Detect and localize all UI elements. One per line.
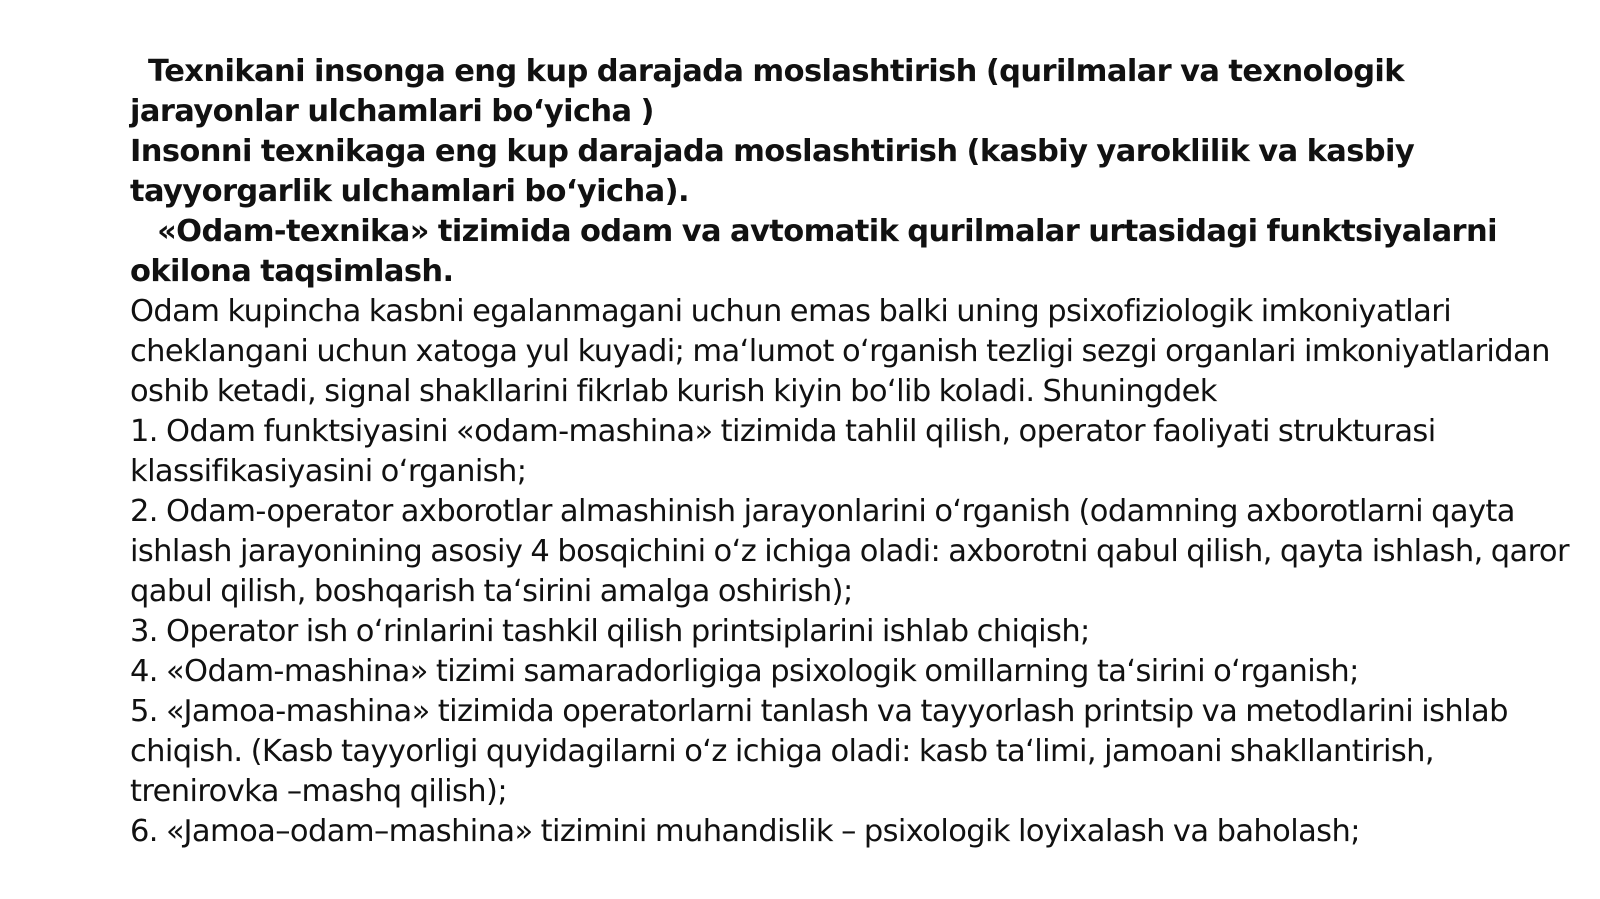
bold-paragraph-3: «Odam-texnika» tizimida odam va avtomatik qurilmalar urtasidagi funktsiyalarni okilona taqsimlash. [130,214,1507,289]
intro-paragraph: Odam kupincha kasbni egalanmagani uchun emas balki uning psixofiziologik imkoniyatlari cheklangani uchun xatoga yul kuyadi; ma‘lumot o‘rganish tezligi sezgi organlari imkoniyatlaridan oshib ketadi, signal shakllarini fikrlab kurish kiyin bo‘lib koladi. Shuningdek [130,294,1558,409]
list-item-2: 2. Odam-operator axborotlar almashinish jarayonlarini o‘rganish (odamning axborotlarni qayta ishlash jarayonining asosiy 4 bosqichini o‘z ichiga oladi: axborotni qabul qilish, qayta ishlash, qaror qabul qilish, boshqarish ta‘sirini amalga oshirish); [130,494,1578,609]
list-item-4: 4. «Odam-mashina» tizimi samaradorligiga psixologik omillarning ta‘sirini o‘rganish; [130,654,1359,689]
slide-content [130,52,1578,852]
list-item-6: 6. «Jamoa–odam–mashina» tizimini muhandislik – psixologik loyixalash va baholash; [130,814,1360,849]
list-item-3: 3. Operator ish o‘rinlarini tashkil qilish printsiplarini ishlab chiqish; [130,614,1090,649]
bold-paragraph-2: Insonni texnikaga eng kup darajada moslashtirish (kasbiy yaroklilik va kasbiy tayyorgarlik ulchamlari bo‘yicha). [130,134,1424,209]
bold-paragraph-1: Texnikani insonga eng kup darajada moslashtirish (qurilmalar va texnologik jarayonlar ulchamlari bo‘yicha ) [130,54,1414,129]
list-item-1: 1. Odam funktsiyasini «odam-mashina» tizimida tahlil qilish, operator faoliyati strukturasi klassifikasiyasini o‘rganish; [130,414,1444,489]
list-item-5: 5. «Jamoa-mashina» tizimida operatorlarni tanlash va tayyorlash printsip va metodlarini ishlab chiqish. (Kasb tayyorligi quyidagilarni o‘z ichiga oladi: kasb ta‘limi, jamoani shakllantirish, trenirovka –mashq qilish); [130,694,1516,809]
